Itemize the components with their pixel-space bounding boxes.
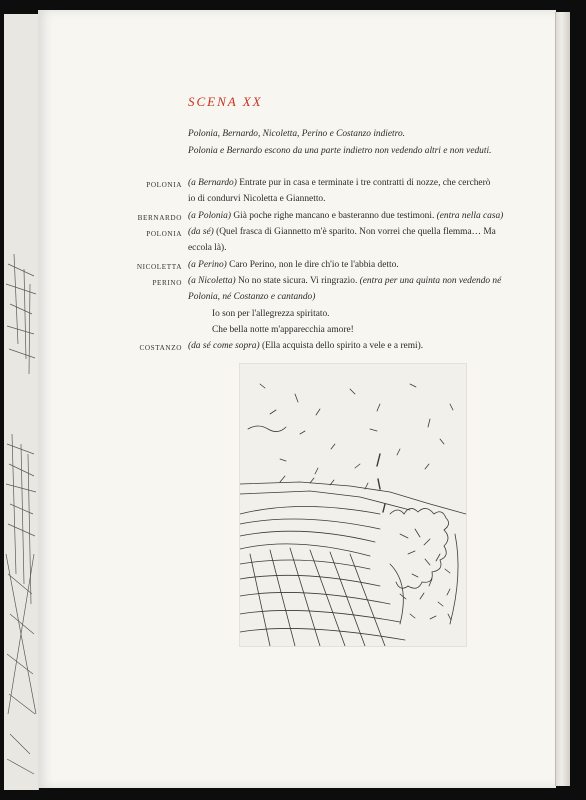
stage-cue: Polonia, né Costanzo e cantando): [188, 292, 316, 302]
dialogue-text: No no state sicura. Vi ringrazio.: [235, 276, 358, 286]
dialogue-line: [188, 341, 423, 351]
dialogue-line: [188, 178, 490, 188]
dialogue-text: Caro Perino, non le dire ch'io te l'abbia detto.: [226, 260, 399, 270]
stage-cue: (a Polonia): [188, 211, 231, 221]
speaker-costanzo: COSTANZO: [139, 344, 182, 352]
dialogue-line: [188, 292, 315, 302]
stage-cue: (da sé): [188, 227, 214, 237]
dialogue-text: Già poche righe mancano e basteranno due testimoni.: [230, 211, 435, 221]
speaker-polonia: POLONIA: [146, 181, 182, 189]
dialogue-line: [188, 227, 496, 237]
dialogue-text: io di condurvi Nicoletta e Giannetto.: [188, 194, 326, 204]
facing-page-edge: [4, 14, 39, 790]
dialogue-text: Che bella notte m'apparecchia amore!: [212, 325, 354, 335]
scene-title: SCENA XX: [188, 94, 263, 109]
dialogue-text: Entrate pur in casa e terminate i tre contratti di nozze, che cercherò: [236, 178, 491, 188]
dialogue-line: [188, 243, 227, 253]
dialogue-text: (Ella acquista dello spirito a vele e a remi).: [259, 341, 424, 351]
etching-drawing: [240, 364, 466, 646]
dialogue-line: [188, 260, 399, 270]
stage-cue: (entra per una quinta non vedendo né: [357, 276, 502, 286]
dialogue-text: eccola là).: [188, 243, 227, 253]
stage-direction-exit: Polonia e Bernardo escono da una parte indietro non vedendo altri e non veduti.: [188, 146, 492, 156]
dialogue-line: [188, 211, 503, 221]
speaker-polonia: POLONIA: [146, 230, 182, 238]
stage-direction-characters: Polonia, Bernardo, Nicoletta, Perino e Costanzo indietro.: [188, 129, 405, 139]
speaker-nicoletta: NICOLETTA: [136, 263, 182, 271]
page-edge-stack: [555, 12, 570, 786]
speaker-perino: PERINO: [152, 279, 182, 287]
dialogue-text: Io son per l'allegrezza spiritato.: [212, 309, 330, 319]
etching-illustration: [239, 363, 467, 647]
dialogue-line: [188, 276, 501, 286]
dialogue-line: [212, 325, 354, 335]
dialogue-text: (Quel frasca di Giannetto m'è sparito. Non vorrei che quella flemma… Ma: [213, 227, 496, 237]
dialogue-line: [188, 194, 325, 204]
stage-cue: (entra nella casa): [434, 211, 504, 221]
stage-cue: (a Nicoletta): [188, 276, 236, 286]
speaker-bernardo: BERNARDO: [137, 214, 182, 222]
stage-cue: (da sé come sopra): [188, 341, 260, 351]
facing-page-etching-fragment: [4, 14, 38, 790]
stage-cue: (a Bernardo): [188, 178, 237, 188]
dialogue-line: [212, 309, 330, 319]
stage-cue: (a Perino): [188, 260, 227, 270]
